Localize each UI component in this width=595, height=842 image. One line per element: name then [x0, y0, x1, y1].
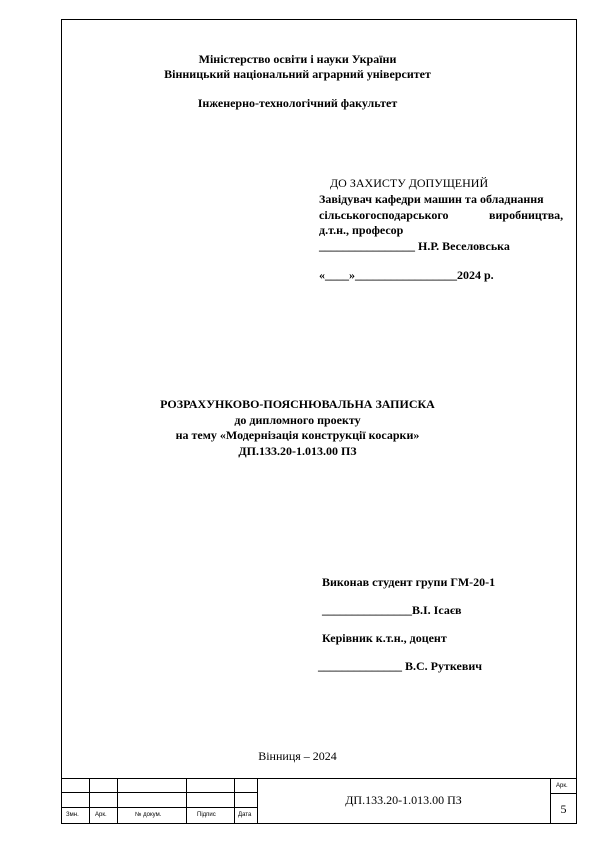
document-code: ДП.133.20-1.013.00 ПЗ: [238, 444, 357, 458]
stamp-col-line-1: [89, 778, 90, 824]
approval-head-line1: Завідувач кафедри машин та обладнання: [319, 192, 544, 206]
stamp-row-line-2: [61, 807, 257, 808]
stamp-col-line-4: [234, 778, 235, 824]
ministry-line: Міністерство освіти і науки України: [198, 52, 397, 66]
stamp-row-line-1: [61, 792, 257, 793]
stamp-col-line-6: [550, 778, 551, 824]
university-line: Вінницький національний аграрний університет: [164, 67, 431, 81]
supervisor-signature: ______________ В.С. Руткевич: [318, 659, 482, 673]
approval-date: «____»_________________2024 р.: [319, 268, 494, 282]
approval-head-line2a: сільськогосподарського: [319, 208, 449, 222]
document-topic: на тему «Модернізація конструкції косарки»: [175, 428, 420, 442]
title-block-stamp: [61, 778, 577, 824]
faculty-line: Інженерно-технологічний факультет: [197, 96, 398, 110]
stamp-sheet-line: [550, 793, 577, 794]
stamp-col-line-3: [186, 778, 187, 824]
city-year: Вінниця – 2024: [258, 749, 337, 763]
stamp-col-docnum: № докум.: [135, 812, 162, 818]
stamp-top-line: [61, 778, 577, 779]
approval-head-line3: д.т.н., професор: [319, 223, 404, 237]
student-line: Виконав студент групи ГМ-20-1: [322, 575, 496, 589]
stamp-document-code: ДП.133.20-1.013.00 ПЗ: [345, 793, 462, 807]
stamp-sheet-number: 5: [560, 802, 567, 816]
document-title: РОЗРАХУНКОВО-ПОЯСНЮВАЛЬНА ЗАПИСКА: [160, 397, 435, 411]
approval-head-line2b: виробництва,: [489, 208, 564, 222]
stamp-sheet-label: Арк.: [556, 783, 568, 789]
stamp-col-line-2: [117, 778, 118, 824]
document-subtitle: до дипломного проекту: [234, 413, 361, 427]
approval-signature: ________________ Н.Р. Веселовська: [319, 239, 510, 253]
student-signature: _______________В.І. Ісаєв: [322, 603, 462, 617]
supervisor-line: Керівник к.т.н., доцент: [322, 631, 447, 645]
stamp-col-signature: Підпис: [197, 812, 216, 818]
stamp-col-sheet: Арк.: [95, 812, 107, 818]
stamp-col-date: Дата: [238, 812, 252, 818]
stamp-col-change: Змн.: [66, 812, 79, 818]
approval-title: ДО ЗАХИСТУ ДОПУЩЕНИЙ: [330, 176, 489, 190]
